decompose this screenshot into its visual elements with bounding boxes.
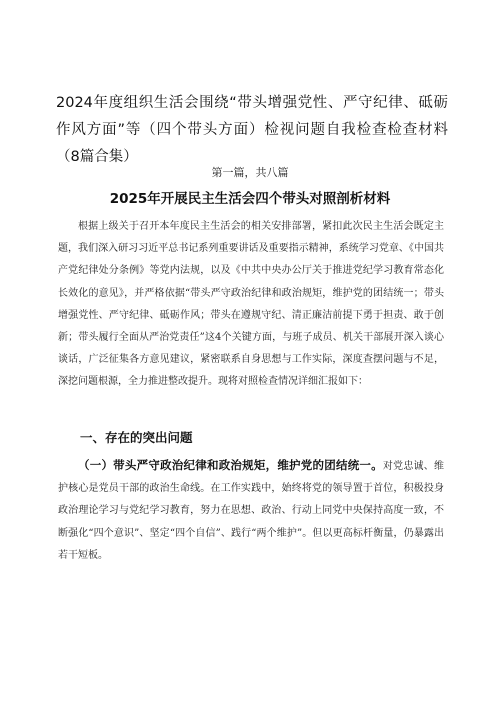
main-title: 2024年度组织生活会围绕“带头增强党性、严守纪律、砥砺作风方面”等（四个带头方面）检视问题自我检查检查材料（8篇合集） xyxy=(56,95,448,165)
part-label: 第一篇，共八篇 xyxy=(211,166,289,179)
item-one-lead: （一）带头严守政治纪律和政治规矩，维护党的团结统一。 xyxy=(78,458,383,472)
section-heading: 一、存在的突出问题 xyxy=(80,430,193,445)
intro-paragraph: 根据上级关于召开本年度民主生活会的相关安排部署，紧扣此次民主生活会既定主题，我们深入研习习近平总书记系列重要讲话及重要指示精神，系统学习党章、《中国共产党纪律处分条例》等党内法规，以及《中共中央办公厅关于推进党纪学习教育常态化长效化的意见》，并严格依据“带头严守政治纪律和政治规矩，维护党的团结统一；带头增强党性、严守纪律、砥砺作风；带头在遵规守纪、清正廉洁前提下勇于担责、敢于创新；带头履行全面从严治党责任”这4个关键方面，与班子成员、机关干部展开深入谈心谈话，广泛征集各方意见建议，紧密联系自身思想与工作实际，深度查摆问题与不足，深挖问题根源，全力推进整改提升。现将对照检查情况详细汇报如下： xyxy=(58,221,444,388)
item-one-paragraph xyxy=(58,454,444,567)
sub-title: 2025年开展民主生活会四个带头对照剖析材料 xyxy=(109,191,391,207)
item-one-text: 对党忠诚、维护核心是党员干部的政治生命线。在工作实践中，始终将党的领导置于首位，积极投身政治理论学习与党纪学习教育，努力在思想、政治、行动上同党中央保持高度一致，不断强化“四个意识”、坚定“四个自信”、践行“两个维护”。但以更高标杆衡量，仍暴露出若干短板。 xyxy=(58,461,445,561)
